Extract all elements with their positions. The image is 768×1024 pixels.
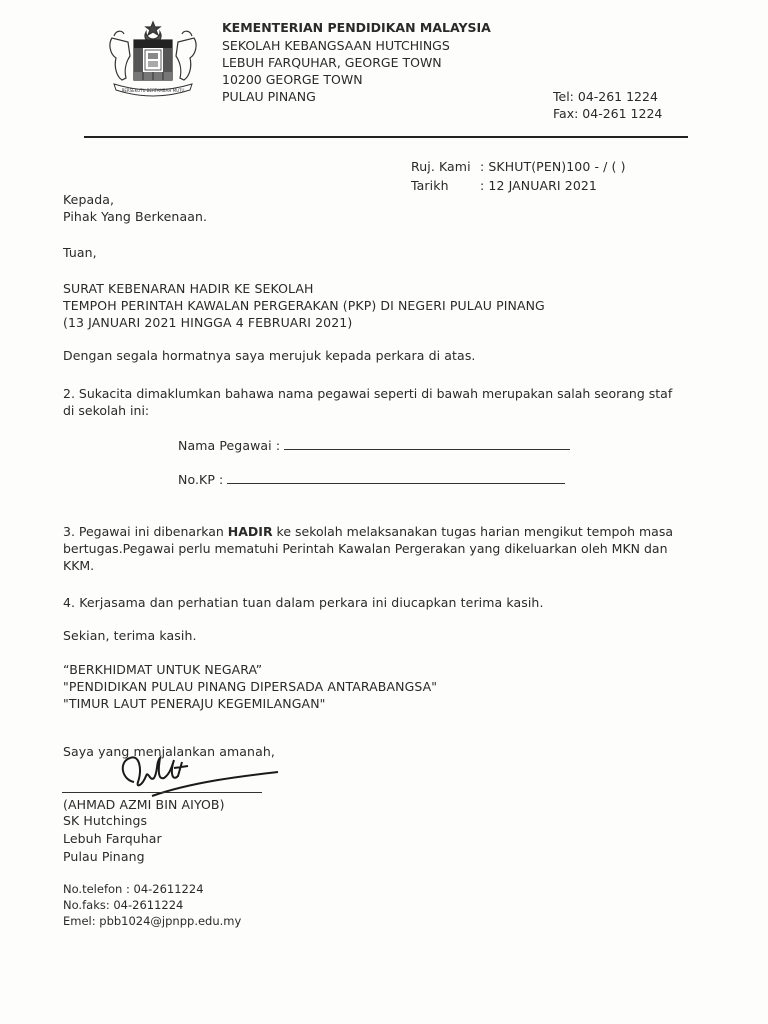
school-state: PULAU PINANG [222, 89, 316, 104]
reference-value: : SKHUT(PEN)100 - / ( ) [480, 159, 626, 174]
signatory-state: Pulau Pinang [63, 849, 145, 864]
contact-phone: No.telefon : 04-2611224 [63, 882, 204, 896]
ic-number-label: No.KP : [178, 472, 224, 487]
subject-line-3: (13 JANUARI 2021 HINGGA 4 FEBRUARI 2021) [63, 315, 353, 330]
subject-line-2: TEMPOH PERINTAH KAWALAN PERGERAKAN (PKP) DI NEGERI PULAU PINANG [63, 298, 545, 313]
school-postcode: 10200 GEORGE TOWN [222, 72, 363, 87]
recipient-to: Kepada, [63, 192, 115, 207]
coat-of-arms-icon [104, 20, 202, 100]
slogan-3: "TIMUR LAUT PENERAJU KEGEMILANGAN" [63, 696, 326, 711]
signature-intro: Saya yang menjalankan amanah, [63, 744, 275, 759]
contact-email: Emel: pbb1024@jpnpp.edu.my [63, 914, 242, 928]
paragraph-4: 4. Kerjasama dan perhatian tuan dalam perkara ini diucapkan terima kasih. [63, 595, 544, 610]
subject-line-1: SURAT KEBENARAN HADIR KE SEKOLAH [63, 281, 314, 296]
date-label: Tarikh [411, 178, 449, 193]
signatory-street: Lebuh Farquhar [63, 831, 162, 846]
paragraph-1: Dengan segala hormatnya saya merujuk kepada perkara di atas. [63, 348, 476, 363]
slogan-1: “BERKHIDMAT UNTUK NEGARA” [63, 662, 263, 677]
school-tel: Tel: 04-261 1224 [553, 89, 658, 104]
paragraph-3-start: 3. Pegawai ini dibenarkan [63, 524, 228, 539]
ministry-name: KEMENTERIAN PENDIDIKAN MALAYSIA [222, 20, 491, 35]
contact-fax: No.faks: 04-2611224 [63, 898, 184, 912]
closing-text: Sekian, terima kasih. [63, 628, 197, 643]
letterhead-divider [84, 136, 688, 138]
paragraph-3 [63, 523, 673, 574]
reference-label: Ruj. Kami [411, 159, 471, 174]
salutation: Tuan, [63, 245, 97, 260]
slogan-2: "PENDIDIKAN PULAU PINANG DIPERSADA ANTARABANGSA" [63, 679, 438, 694]
officer-name-label: Nama Pegawai : [178, 438, 281, 453]
signatory-name: (AHMAD AZMI BIN AIYOB) [63, 797, 225, 812]
recipient-name: Pihak Yang Berkenaan. [63, 209, 208, 224]
date-value: : 12 JANUARI 2021 [480, 178, 597, 193]
ic-number-blank [227, 471, 565, 484]
paragraph-3-end: ke sekolah melaksanakan tugas harian mengikut tempoh masa bertugas.Pegawai perlu mematuhi Perintah Kawalan Pergerakan yang dikeluarkan oleh MKN dan KKM. [63, 524, 674, 573]
officer-name-blank [284, 437, 570, 450]
school-street: LEBUH FARQUHAR, GEORGE TOWN [222, 55, 442, 70]
officer-name-row [178, 437, 570, 453]
ic-number-row [178, 471, 565, 487]
signature-line [62, 792, 262, 793]
school-name: SEKOLAH KEBANGSAAN HUTCHINGS [222, 38, 450, 53]
crest-caption: BERSEKUTU BERTAMBAH MUTU [121, 88, 185, 93]
signatory-school: SK Hutchings [63, 813, 148, 828]
school-fax: Fax: 04-261 1224 [553, 106, 663, 121]
paragraph-3-emphasis: HADIR [227, 524, 273, 539]
handwritten-signature [112, 752, 282, 802]
paragraph-2: 2. Sukacita dimaklumkan bahawa nama pegawai seperti di bawah merupakan salah seorang staf di sekolah ini: [63, 386, 673, 418]
